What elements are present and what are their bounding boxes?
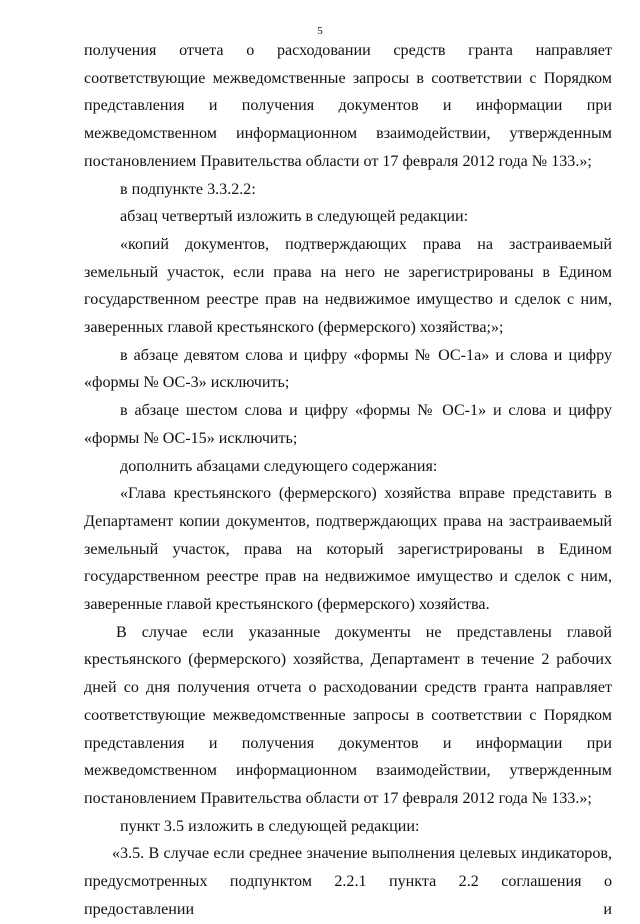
paragraph-continuation: получения отчета о расходовании средств гранта направляет соответствующие межведомственные запросы в соответствии с Порядком представления и получения документов и информации при межведомственном информационном взаимодействии, утвержденным постановлением Правительства области от 17 февраля 2012 года № 133.»;	[84, 42, 612, 170]
paragraph-quote-documents: «копий документов, подтверждающих права на застраиваемый земельный участок, если права на него не зарегистрированы в Едином государственном реестре прав на недвижимое имущество и сделок с ним, заверенных главой крестьянского (фермерского) хозяйства;»;	[84, 235, 612, 337]
paragraph-instruction: абзац четвертый изложить в следующей редакции:	[120, 208, 469, 226]
paragraph-quote-head: «Глава крестьянского (фермерского) хозяйства вправе представить в Департамент копии документов, подтверждающих права на застраиваемый земельный участок, права на который зарегистрированы в Едином государственном реестре прав на недвижимое имущество и сделок с ним, заверенные главой крестьянского (фермерского) хозяйства.	[84, 485, 612, 614]
paragraph-subclause-heading: в подпункте 3.3.2.2:	[120, 180, 256, 198]
paragraph-case-not-submitted: В случае если указанные документы не представлены главой крестьянского (фермерского) хозяйства, Департамент в течение 2 рабочих дней со дня получения отчета о расходовании средств гранта направляет соответствующие межведомственные запросы в соответствии с Порядком представления и получения документов и информации при межведомственном информационном взаимодействии, утвержденным постановлением Правительства области от 17 февраля 2012 года № 133.»;	[84, 623, 612, 807]
paragraph-clause-3-5: пункт 3.5 изложить в следующей редакции:	[120, 817, 420, 835]
paragraph-supplement: дополнить абзацами следующего содержания:	[120, 457, 438, 475]
paragraph-ninth-clause: в абзаце девятом слова и цифру «формы № ОС-1а» и слова и цифру «формы № ОС-3» исключить;	[84, 346, 612, 392]
document-body	[84, 37, 612, 924]
paragraph-sixth-clause: в абзаце шестом слова и цифру «формы № ОС-1» и слова и цифру «формы № ОС-15» исключить;	[84, 402, 612, 447]
page-number: 5	[317, 25, 323, 37]
paragraph-quote-3-5: «3.5. В случае если среднее значение выполнения целевых индикаторов, предусмотренных подпунктом 2.2.1 пункта 2.2 соглашения о предоставлении и	[84, 845, 612, 918]
